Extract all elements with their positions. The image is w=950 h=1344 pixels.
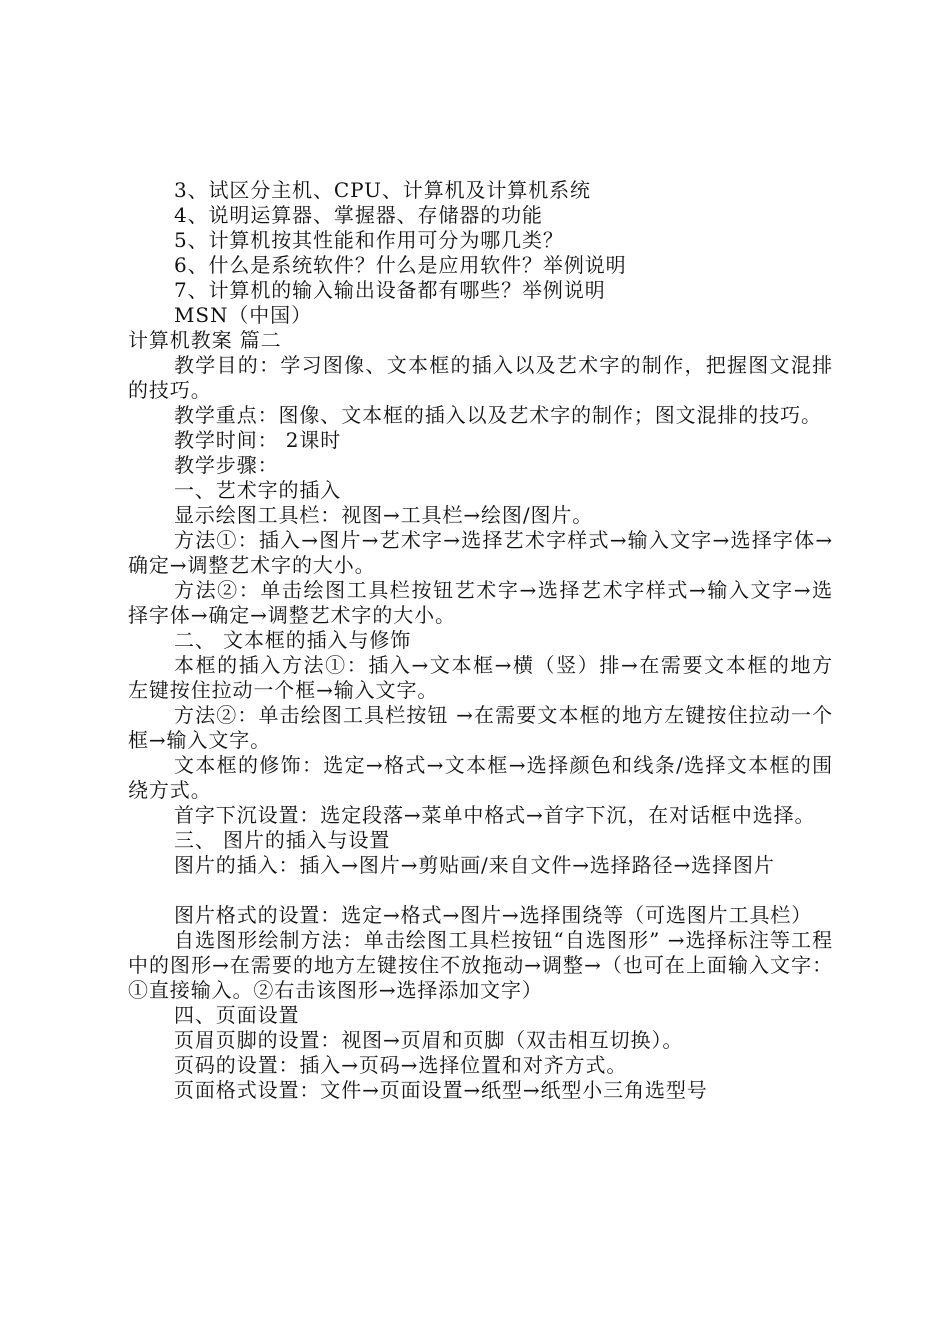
heading-textbox: 二、 文本框的插入与修饰 xyxy=(174,628,412,652)
header-footer-setting: 页眉页脚的设置：视图→页眉和页脚（双击相互切换）。 xyxy=(174,1028,684,1052)
picture-format: 图片格式的设置：选定→格式→图片→选择围绕等（可选图片工具栏） xyxy=(174,903,813,927)
section-title: 计算机教案 篇二 xyxy=(128,328,282,352)
blank-line xyxy=(128,878,833,903)
textbox-method-1: 本框的插入方法①：插入→文本框→横（竖）排→在需要文本框的地方左键按住拉动一个框→输入文字。 xyxy=(128,653,833,702)
document-body xyxy=(128,178,833,1103)
page-number-setting: 页码的设置：插入→页码→选择位置和对齐方式。 xyxy=(174,1053,628,1077)
teaching-goal: 教学目的：学习图像、文本框的插入以及艺术字的制作，把握图文混排的技巧。 xyxy=(128,353,833,402)
picture-insert: 图片的插入：插入→图片→剪贴画/来自文件→选择路径→选择图片 xyxy=(174,853,775,877)
show-drawing-toolbar: 显示绘图工具栏：视图→工具栏→绘图/图片。 xyxy=(174,503,594,527)
wordart-method-2: 方法②：单击绘图工具栏按钮艺术字→选择艺术字样式→输入文字→选择字体→确定→调整艺术字的大小。 xyxy=(128,578,833,627)
teaching-focus: 教学重点：图像、文本框的插入以及艺术字的制作；图文混排的技巧。 xyxy=(174,403,822,427)
teaching-steps: 教学步骤： xyxy=(174,453,279,477)
textbox-formatting: 文本框的修饰：选定→格式→文本框→选择颜色和线条/选择文本框的围绕方式。 xyxy=(128,753,833,802)
teaching-time: 教学时间： 2课时 xyxy=(174,428,342,452)
question-line-5: 5、计算机按其性能和作用可分为哪几类？ xyxy=(174,228,564,252)
drop-cap-setting: 首字下沉设置：选定段落→菜单中格式→首字下沉，在对话框中选择。 xyxy=(174,803,816,827)
autoshape-method: 自选图形绘制方法：单击绘图工具栏按钮“自选图形” →选择标注等工程中的图形→在需要的地方左键按住不放拖动→调整→（也可在上面输入文字：①直接输入。②右击该图形→选择添加文字） xyxy=(128,928,833,1002)
question-line-6: 6、什么是系统软件？什么是应用软件？举例说明 xyxy=(174,253,627,277)
heading-picture: 三、 图片的插入与设置 xyxy=(174,828,391,852)
source-line: MSN（中国） xyxy=(174,303,312,327)
question-line-4: 4、说明运算器、掌握器、存储器的功能 xyxy=(174,203,543,227)
textbox-method-2: 方法②：单击绘图工具栏按钮 →在需要文本框的地方左键按住拉动一个框→输入文字。 xyxy=(128,703,833,752)
question-line-7: 7、计算机的输入输出设备都有哪些？举例说明 xyxy=(174,278,606,302)
heading-wordart: 一、艺术字的插入 xyxy=(174,478,342,502)
heading-page-setup: 四、页面设置 xyxy=(174,1003,300,1027)
wordart-method-1: 方法①：插入→图片→艺术字→选择艺术字样式→输入文字→选择字体→确定→调整艺术字的大小。 xyxy=(128,528,833,577)
question-line-3: 3、试区分主机、CPU、计算机及计算机系统 xyxy=(174,178,591,202)
page-format-setting: 页面格式设置：文件→页面设置→纸型→纸型小三角选型号 xyxy=(174,1078,708,1102)
